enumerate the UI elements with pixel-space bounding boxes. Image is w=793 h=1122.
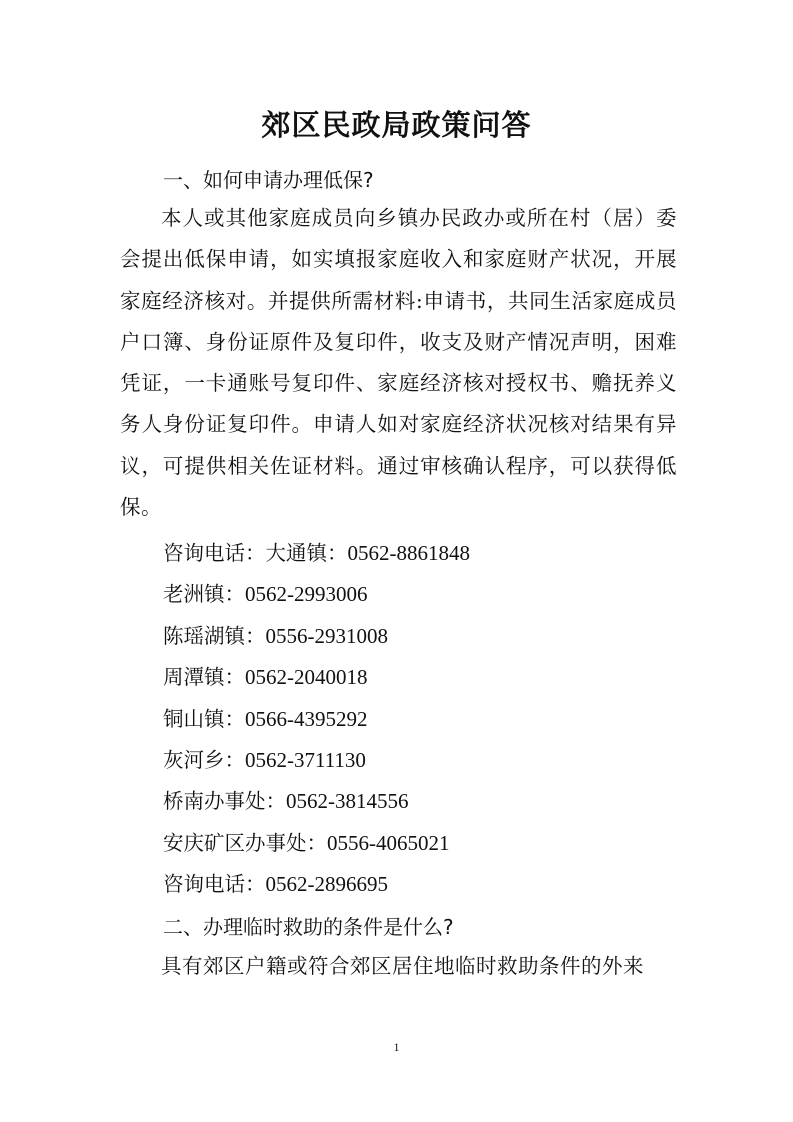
contact-number: 0562-8861848 — [347, 541, 470, 565]
section-heading-2: 二、办理临时救助的条件是什么? — [163, 915, 454, 939]
section-2-paragraph: 具有郊区户籍或符合郊区居住地临时救助条件的外来 — [161, 954, 644, 978]
contact-line — [163, 827, 450, 859]
contact-line — [163, 537, 470, 569]
page-number: 1 — [393, 1040, 400, 1054]
contact-number: 0556-4065021 — [327, 831, 450, 855]
contact-line — [163, 785, 409, 817]
contact-label: 老洲镇： — [163, 582, 245, 606]
contact-line — [163, 620, 388, 652]
contact-line — [163, 703, 368, 735]
contact-label: 安庆矿区办事处： — [163, 831, 327, 855]
contact-label: 桥南办事处： — [163, 789, 286, 813]
contact-line — [163, 661, 368, 693]
contact-number: 0562-3711130 — [245, 748, 366, 772]
contact-label: 灰河乡： — [163, 748, 245, 772]
contact-number: 0556-2931008 — [265, 624, 388, 648]
page-title: 郊区民政局政策问答 — [261, 108, 532, 142]
contact-number: 0562-2993006 — [245, 582, 368, 606]
contact-number: 0562-2040018 — [245, 665, 368, 689]
section-1-paragraph: 本人或其他家庭成员向乡镇办民政办或所在村（居）委会提出低保申请，如实填报家庭收入和家庭财产状况，开展家庭经济核对。并提供所需材料:申请书，共同生活家庭成员户口簿、身份证原件及复印件，收支及财产情况声明，困难凭证，一卡通账号复印件、家庭经济核对授权书、赡抚养义务人身份证复印件。申请人如对家庭经济状况核对结果有异议，可提供相关佐证材料。通过审核确认程序，可以获得低保。 — [120, 206, 677, 520]
contact-label: 陈瑶湖镇： — [163, 624, 266, 648]
contact-number: 0562-2896695 — [265, 872, 388, 896]
contact-number: 0566-4395292 — [245, 707, 368, 731]
contact-line — [163, 868, 388, 900]
contact-label: 咨询电话：大通镇： — [163, 541, 348, 565]
contact-label: 咨询电话： — [163, 872, 266, 896]
contact-label: 周潭镇： — [163, 665, 245, 689]
contact-number: 0562-3814556 — [286, 789, 409, 813]
section-heading-1: 一、如何申请办理低保? — [163, 168, 374, 192]
contact-label: 铜山镇： — [163, 707, 245, 731]
contact-line — [163, 744, 366, 776]
contact-line — [163, 578, 368, 610]
